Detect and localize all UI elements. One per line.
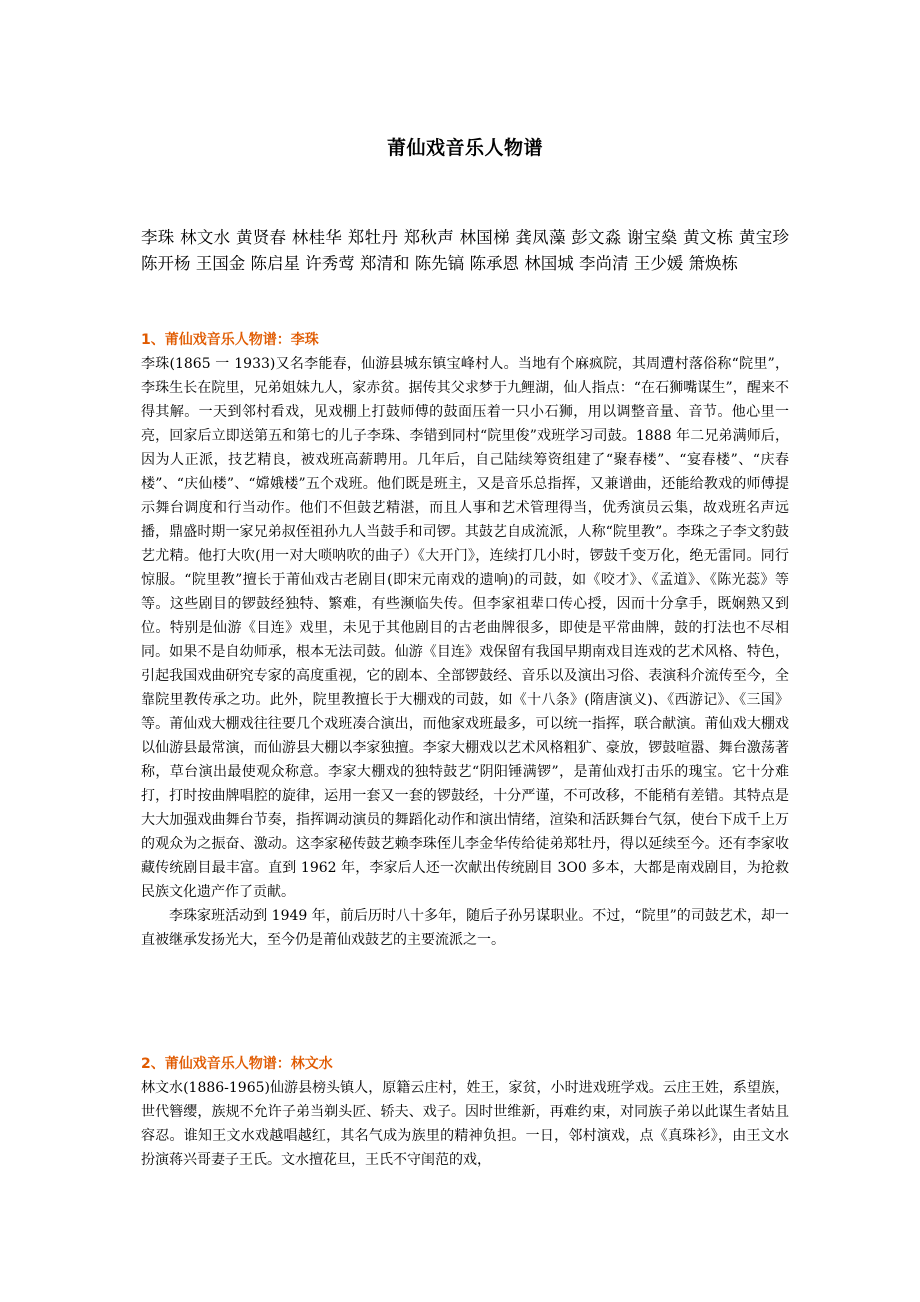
body-paragraph: 李珠(1865 一 1933)又名李能春，仙游县城东镇宝峰村人。当地有个麻疯院，其周遭村落俗称“院里”，李珠生长在院里，兄弟姐妹九人，家赤贫。据传其父求梦于九鲤湖，仙人指点：“在石狮嘴谋生”，醒来不得其解。一天到邻村看戏，见戏棚上打鼓师傅的鼓面压着一只小石狮，用以调整音量、音节。他心里一亮，回家后立即送第五和第七的儿子李珠、李错到同村“院里俊”戏班学习司鼓。1888 年二兄弟满师后，因为人正派，技艺精良，被戏班高薪聘用。几年后，自己陆续筹资组建了“聚春楼”、“宴春楼”、“庆春楼”、“庆仙楼”、“嫦娥楼”五个戏班。他们既是班主，又是音乐总指挥，又兼谱曲，还能给教戏的师傅提示舞台调度和行当动作。他们不但鼓艺精湛，而且人事和艺术管理得当，优秀演员云集，故戏班名声远播，鼎盛时期一家兄弟叔侄祖孙九人当鼓手和司锣。其鼓艺自成流派，人称“院里教”。李珠之子李文豹鼓艺尤精。他打大吹(用一对大唢呐吹的曲子）《大开门》，连续打几小时，锣鼓千变万化，绝无雷同。同行惊服。“院里教”擅长于莆仙戏古老剧目(即宋元南戏的遗响)的司鼓，如《咬才》、《孟道》、《陈光蕊》等等。这些剧目的锣鼓经独特、繁难，有些濒临失传。但李家祖辈口传心授，因而十分拿手，既娴熟又到位。特别是仙游《目连》戏里，未见于其他剧目的古老曲牌很多，即使是平常曲牌，鼓的打法也不尽相同。如果不是自幼师承，根本无法司鼓。仙游《目连》戏保留有我国早期南戏目连戏的艺术风格、特色，引起我国戏曲研究专家的高度重视，它的剧本、全部锣鼓经、音乐以及演出习俗、表演科介流传至今，全靠院里教传承之功。此外，院里教擅长于大棚戏的司鼓，如《十八条》(隋唐演义)、《西游记》、《三国》等。莆仙戏大棚戏往往要几个戏班凑合演出，而他家戏班最多，可以统一指挥，联合献演。莆仙戏大棚戏以仙游县最常演，而仙游县大棚以李家独擅。李家大棚戏以艺术风格粗犷、豪放，锣鼓喧嚣、舞台激荡著称，草台演出最使观众称意。李家大棚戏的独特鼓艺“阴阳锤满锣”，是莆仙戏打击乐的瑰宝。它十分难打，打时按曲牌唱腔的旋律，运用一套又一套的锣鼓经，十分严谨，不可改移，不能稍有差错。其特点是大大加强戏曲舞台节奏，指挥调动演员的舞蹈化动作和演出情绪，渲染和活跃舞台气氛，使台下成千上万的观众为之振奋、激动。这李家秘传鼓艺赖李珠侄儿李金华传给徒弟郑牡丹，得以延续至今。还有李家收藏传统剧目最丰富。直到 1962 年，李家后人还一次献出传统剧目 3O0 多本，大都是南戏剧目，为抢救民族文化遗产作了贡献。	[141, 356, 789, 900]
document-title: 莆仙戏音乐人物谱	[386, 136, 543, 159]
names-list: 李珠 林文水 黄贤春 林桂华 郑牡丹 郑秋声 林国梯 龚凤藻 彭文淼 谢宝燊 黄文栋 黄宝珍 陈开杨 王国金 陈启星 许秀莺 郑清和 陈先镐 陈承恩 林国城 李尚清 王少媛 箫焕栋	[141, 227, 789, 273]
body-paragraph: 林文水(1886-1965)仙游县榜头镇人，原籍云庄村，姓王，家贫，小时进戏班学戏。云庄王姓，系望族，世代簪缨，族规不允许子弟当剃头匠、轿夫、戏子。因时世维新，再难约束，对同族子弟以此谋生者姑且容忍。谁知王文水戏越唱越红，其名气成为族里的精神负担。一日，邻村演戏，点《真珠衫》，由王文水扮演蒋兴哥妻子王氏。文水擅花旦，王氏不守闺范的戏，	[141, 1080, 789, 1168]
section-heading: 2、莆仙戏音乐人物谱：林文水	[141, 1056, 333, 1072]
body-paragraph: 李珠家班活动到 1949 年，前后历时八十多年，随后子孙另谋职业。不过，“院里”的司鼓艺术，却一直被继承发扬光大，至今仍是莆仙戏鼓艺的主要流派之一。	[141, 908, 789, 948]
section-li-zhu	[141, 328, 789, 952]
section-heading: 1、莆仙戏音乐人物谱：李珠	[141, 332, 319, 348]
section-lin-wenshui	[141, 1052, 789, 1172]
